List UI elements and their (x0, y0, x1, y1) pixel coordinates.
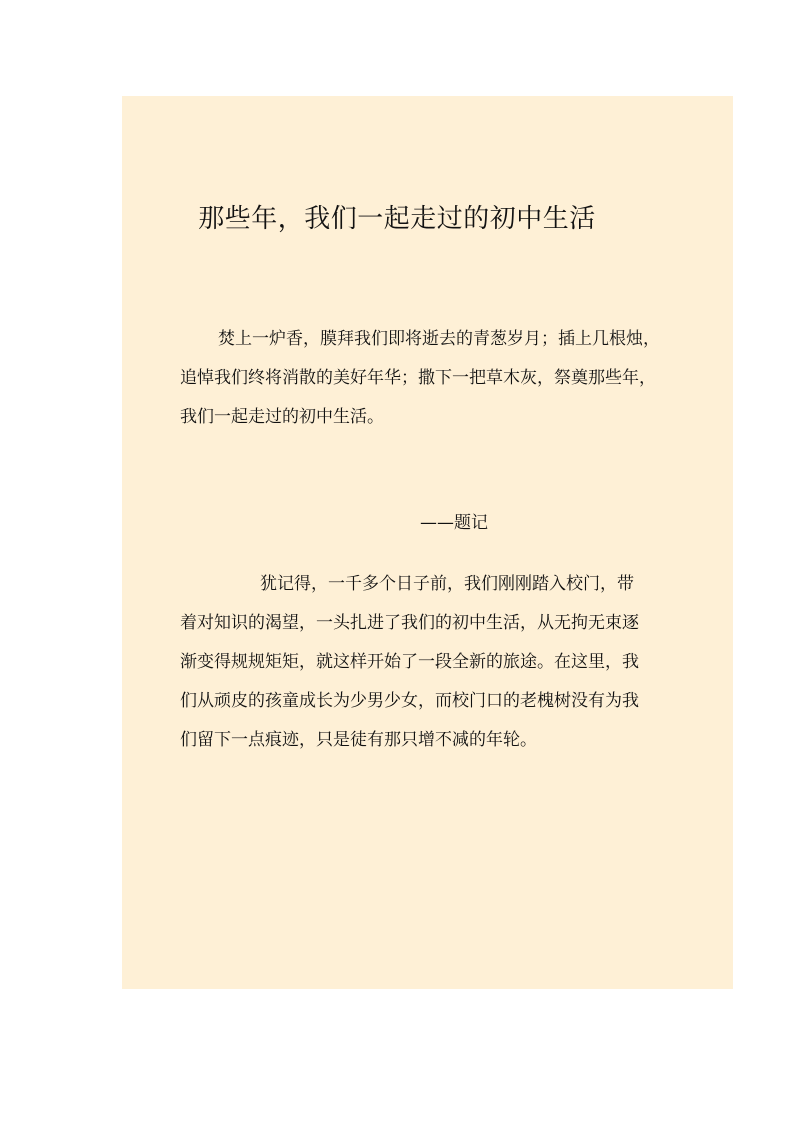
body-line-text: 犹记得，一千多个日子前，我们刚刚踏入校门，带 (260, 574, 634, 594)
intro-line: 追悼我们终将消散的美好年华；撒下一把草木灰，祭奠那些年， (180, 368, 656, 388)
intro-line-text: 焚上一炉香，膜拜我们即将逝去的青葱岁月；插上几根烛， (218, 329, 660, 349)
intro-line (180, 320, 660, 359)
intro-paragraph (180, 320, 660, 437)
body-line: 们留下一点痕迹，只是徒有那只增不减的年轮。 (180, 730, 537, 750)
intro-line: 我们一起走过的初中生活。 (180, 407, 384, 427)
body-paragraph (180, 565, 639, 760)
document-title: 那些年，我们一起走过的初中生活 (198, 204, 596, 234)
body-line: 渐变得规规矩矩，就这样开始了一段全新的旅途。在这里，我 (180, 652, 639, 672)
body-line (180, 565, 639, 604)
body-line: 着对知识的渴望，一头扎进了我们的初中生活，从无拘无束逐 (180, 613, 639, 633)
body-line: 们从顽皮的孩童成长为少男少女，而校门口的老槐树没有为我 (180, 691, 639, 711)
signature: ——题记 (420, 513, 488, 533)
